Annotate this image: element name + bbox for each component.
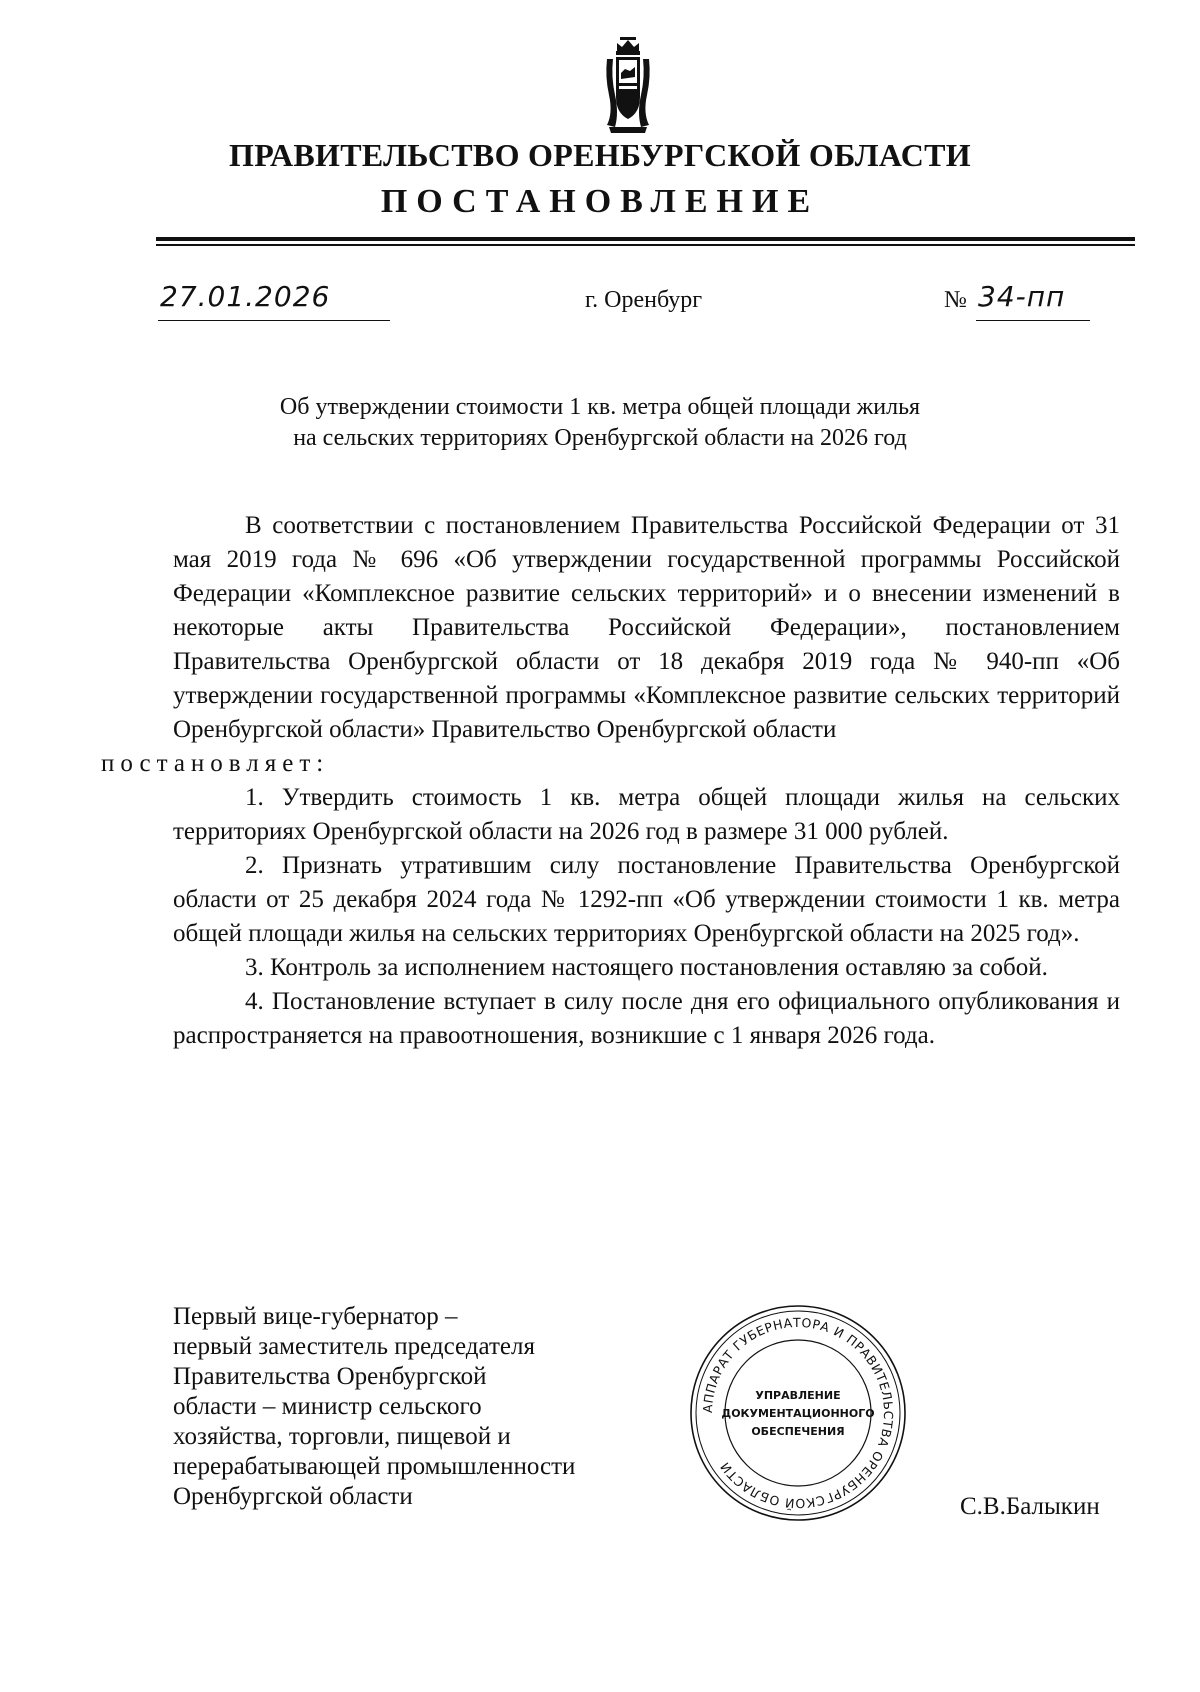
seal-center-line: ДОКУМЕНТАЦИОННОГО xyxy=(721,1407,875,1420)
signer-position-line: Первый вице-губернатор – xyxy=(173,1303,458,1330)
signer-position-line: перерабатывающей промышленности xyxy=(173,1453,576,1480)
list-item: 2. Признать утратившим силу постановление Правительства Оренбургской области от 25 декабря 2024 года № 1292-пп «Об утверждении стоимости 1 кв. метра общей площади жилья на сельских территориях Оренбургской области на 2025 год». xyxy=(173,852,1120,947)
date-value: 27.01.2026 xyxy=(160,280,331,313)
government-title: ПРАВИТЕЛЬСТВО ОРЕНБУРГСКОЙ ОБЛАСТИ xyxy=(229,137,971,173)
number-value: 34-пп xyxy=(978,280,1066,313)
coat-of-arms-icon xyxy=(603,37,653,133)
signer-position-line: Правительства Оренбургской xyxy=(173,1363,487,1390)
preamble-text: В соответствии с постановлением Правительства Российской Федерации от 31 мая 2019 года № 696 «Об утверждении государственной программы Российской Федерации «Комплексное развитие сельских территорий» и о внесении изменений в некоторые акты Правительства Российской Федерации», постановлением Правительства Оренбургской области от 18 декабря 2019 года № 940-пп «Об утверждении государственной программы «Комплексное развитие сельских территорий Оренбургской области» Правительство Оренбургской области xyxy=(173,512,1120,743)
header-rule-thick xyxy=(156,237,1135,241)
seal-ring-text: АППАРАТ ГУБЕРНАТОРА И ПРАВИТЕЛЬСТВА ОРЕНБУРГСКОЙ ОБЛАСТИ xyxy=(699,1314,897,1512)
signer-position-line: Оренбургской области xyxy=(173,1483,413,1510)
signer-position-line: области – министр сельского xyxy=(173,1393,482,1420)
signer-position xyxy=(173,1302,693,1512)
document-type: ПОСТАНОВЛЕНИЕ xyxy=(380,183,820,220)
signer-position-line: первый заместитель председателя xyxy=(173,1333,535,1360)
seal-center-line: УПРАВЛЕНИЕ xyxy=(755,1389,841,1402)
list-item: 4. Постановление вступает в силу после дня его официального опубликования и распространяется на правоотношения, возникшие с 1 января 2026 года. xyxy=(173,988,1120,1049)
official-seal xyxy=(688,1303,908,1523)
signer-position-line: хозяйства, торговли, пищевой и xyxy=(173,1423,511,1450)
document-body xyxy=(101,509,1120,1053)
number-field xyxy=(976,280,1090,321)
number-label: № xyxy=(944,287,967,313)
list-item: 1. Утвердить стоимость 1 кв. метра общей площади жилья на сельских территориях Оренбургской области на 2026 год в размере 31 000 рублей. xyxy=(173,784,1120,845)
preamble-paragraph xyxy=(101,509,1120,781)
seal-center-line: ОБЕСПЕЧЕНИЯ xyxy=(751,1425,845,1438)
signer-name: С.В.Балыкин xyxy=(960,1493,1100,1520)
header-rule-thin xyxy=(156,244,1135,246)
list-item: 3. Контроль за исполнением настоящего постановления оставляю за собой. xyxy=(245,954,1048,981)
subject-line-2: на сельских территориях Оренбургской области на 2026 год xyxy=(293,425,907,451)
decision-word: постановляет: xyxy=(101,750,330,777)
city: г. Оренбург xyxy=(585,287,703,313)
subject-line-1: Об утверждении стоимости 1 кв. метра общей площади жилья xyxy=(279,394,921,420)
date-field xyxy=(158,280,390,321)
document-subject xyxy=(0,392,1200,454)
